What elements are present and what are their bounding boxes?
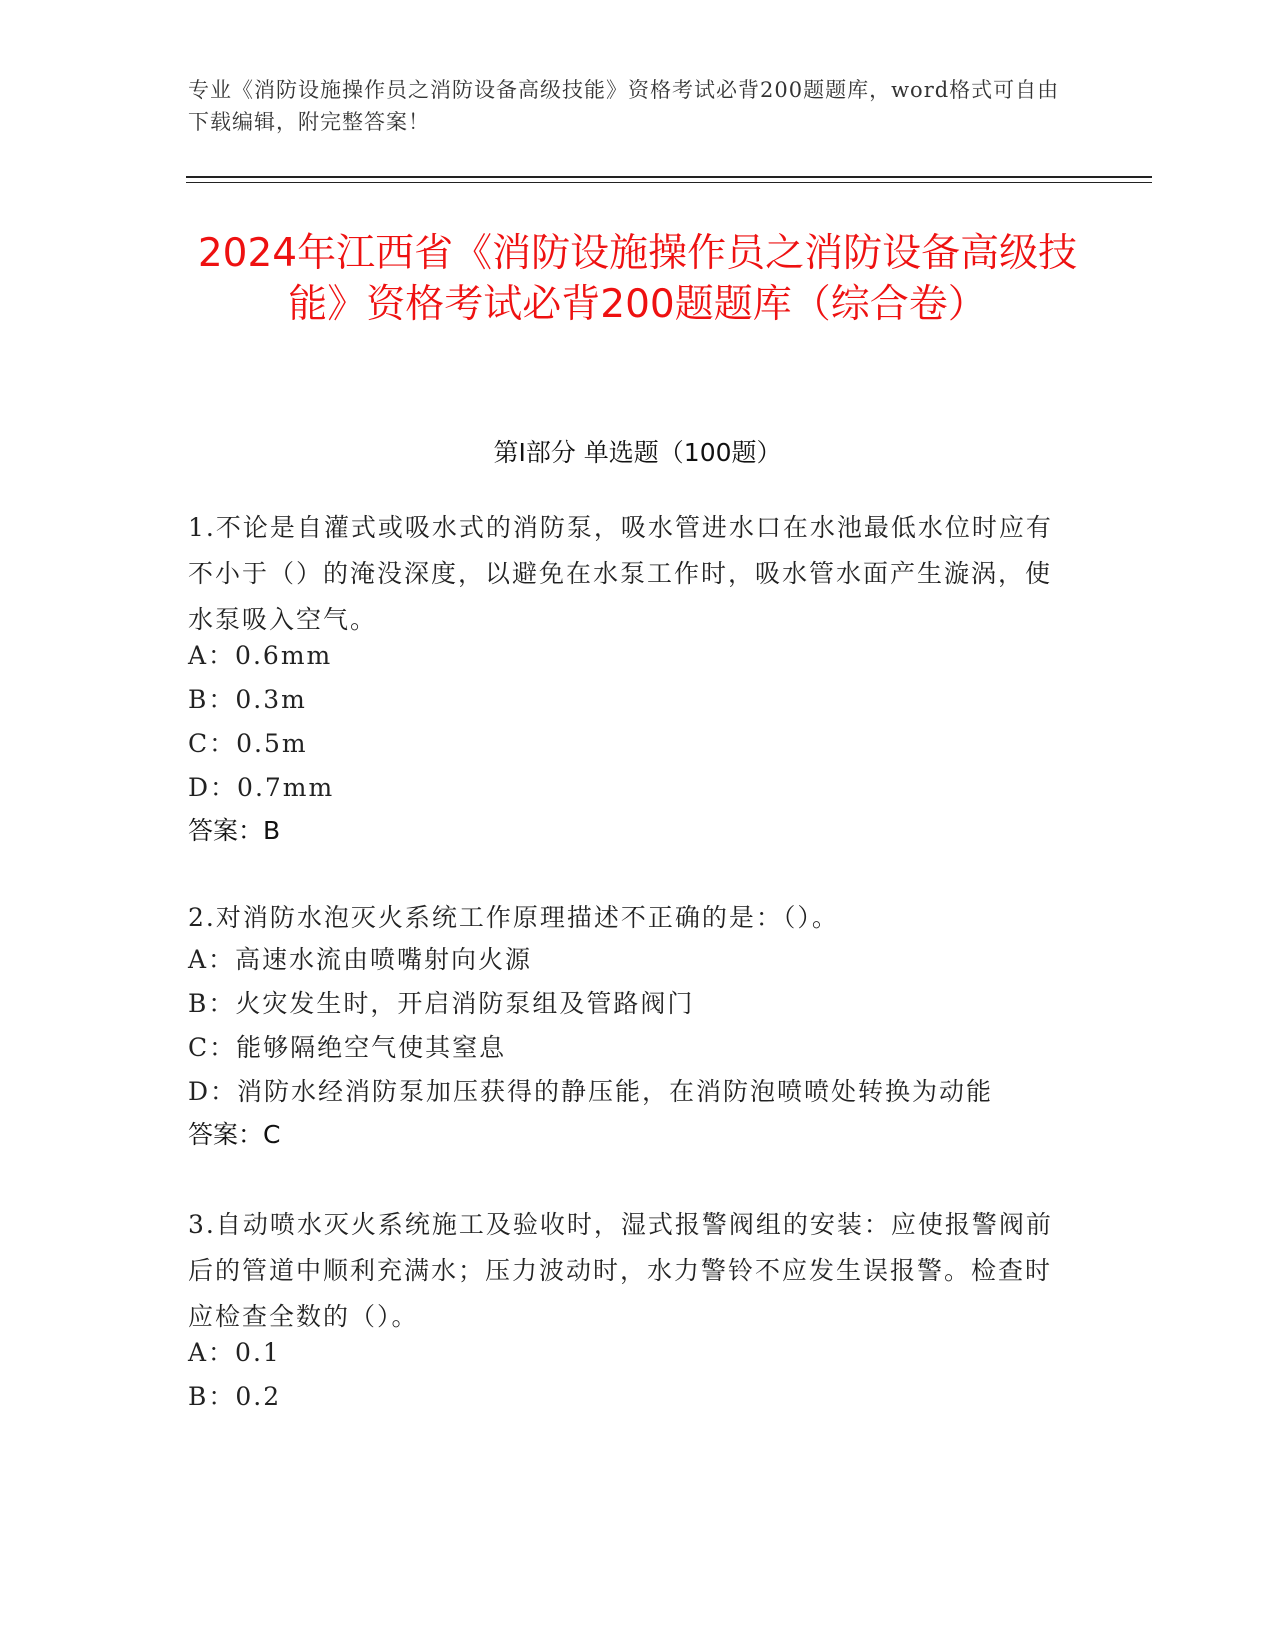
question-2-option-d: D：消防水经消防泵加压获得的静压能，在消防泡喷喷处转换为动能	[188, 1077, 994, 1106]
question-2-answer: 答案：C	[188, 1120, 281, 1149]
document-title: 2024年江西省《消防设施操作员之消防设备高级技能》资格考试必背200题题库（综合卷）	[197, 231, 1078, 327]
header-divider-thick	[186, 176, 1152, 178]
section-heading: 第I部分 单选题（100题）	[493, 438, 782, 467]
question-2-option-b: B：火灾发生时，开启消防泵组及管路阀门	[188, 989, 695, 1018]
question-2-option-a: A：高速水流由喷嘴射向火源	[188, 945, 533, 974]
question-3-option-b: B：0.2	[188, 1382, 282, 1411]
question-1-text: 1.不论是自灌式或吸水式的消防泵，吸水管进水口在水池最低水位时应有不小于（）的淹没深度，以避免在水泵工作时，吸水管水面产生漩涡，使水泵吸入空气。	[188, 513, 1053, 634]
question-2-option-c: C：能够隔绝空气使其窒息	[188, 1033, 507, 1062]
question-3-text: 3.自动喷水灭火系统施工及验收时，湿式报警阀组的安装：应使报警阀前后的管道中顺利充满水；压力波动时，水力警铃不应发生误报警。检查时应检查全数的（）。	[188, 1210, 1053, 1331]
header-note: 专业《消防设施操作员之消防设备高级技能》资格考试必背200题题库，word格式可自由下载编辑，附完整答案！	[188, 78, 1060, 134]
question-1-option-c: C：0.5m	[188, 729, 308, 758]
question-1-answer: 答案：B	[188, 816, 281, 845]
header-divider-thin	[186, 182, 1152, 183]
question-3-option-a: A：0.1	[188, 1338, 281, 1367]
question-2-text: 2.对消防水泡灭火系统工作原理描述不正确的是：（）。	[188, 903, 839, 932]
question-1-option-a: A：0.6mm	[188, 641, 333, 670]
question-1-option-b: B：0.3m	[188, 685, 307, 714]
question-1-option-d: D：0.7mm	[188, 773, 335, 802]
